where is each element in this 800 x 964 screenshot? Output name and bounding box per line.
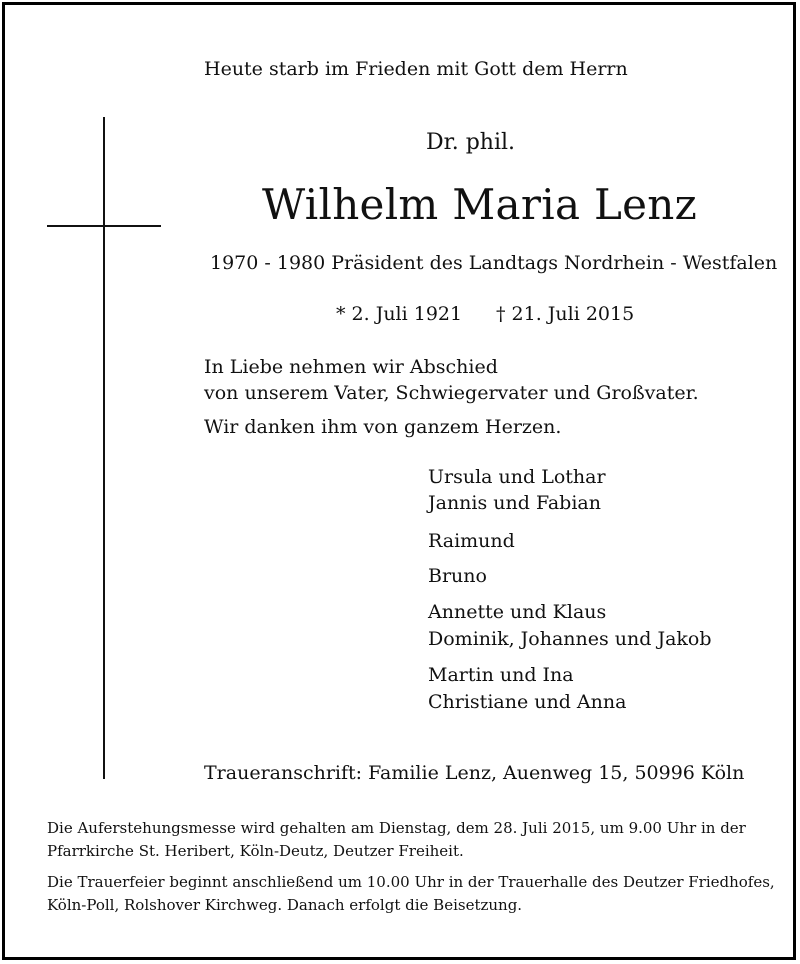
- family-line: Martin und Ina: [428, 664, 574, 686]
- family-line: Bruno: [428, 565, 487, 587]
- service-note-line: Köln-Poll, Rolshover Kirchweg. Danach erfolgt die Beisetzung.: [47, 896, 523, 914]
- family-line: Ursula und Lothar: [428, 466, 606, 488]
- family-line: Christiane und Anna: [428, 691, 627, 713]
- family-line: Dominik, Johannes und Jakob: [428, 628, 712, 650]
- message-line: Wir danken ihm von ganzem Herzen.: [204, 416, 562, 438]
- death-date: † 21. Juli 2015: [496, 303, 635, 325]
- birth-date: * 2. Juli 1921: [336, 303, 463, 325]
- message-line: von unserem Vater, Schwiegervater und Großvater.: [204, 382, 699, 404]
- obituary-frame: [2, 2, 796, 960]
- service-note-line: Die Trauerfeier beginnt anschließend um 10.00 Uhr in der Trauerhalle des Deutzer Friedhofes,: [47, 873, 775, 891]
- message-line: In Liebe nehmen wir Abschied: [204, 356, 498, 378]
- mourning-address: Traueranschrift: Familie Lenz, Auenweg 15, 50996 Köln: [204, 762, 745, 784]
- cross-vertical-bar: [103, 117, 105, 779]
- academic-title: Dr. phil.: [426, 130, 516, 155]
- family-line: Jannis und Fabian: [428, 492, 601, 514]
- cross-horizontal-bar: [47, 225, 161, 227]
- family-line: Annette und Klaus: [428, 601, 607, 623]
- intro-line: Heute starb im Frieden mit Gott dem Herrn: [204, 58, 628, 80]
- deceased-name: Wilhelm Maria Lenz: [262, 180, 698, 229]
- office-line: 1970 - 1980 Präsident des Landtags Nordrhein - Westfalen: [210, 252, 778, 274]
- service-note-line: Pfarrkirche St. Heribert, Köln-Deutz, Deutzer Freiheit.: [47, 842, 464, 860]
- family-line: Raimund: [428, 530, 515, 552]
- service-note-line: Die Auferstehungsmesse wird gehalten am Dienstag, dem 28. Juli 2015, um 9.00 Uhr in der: [47, 819, 746, 837]
